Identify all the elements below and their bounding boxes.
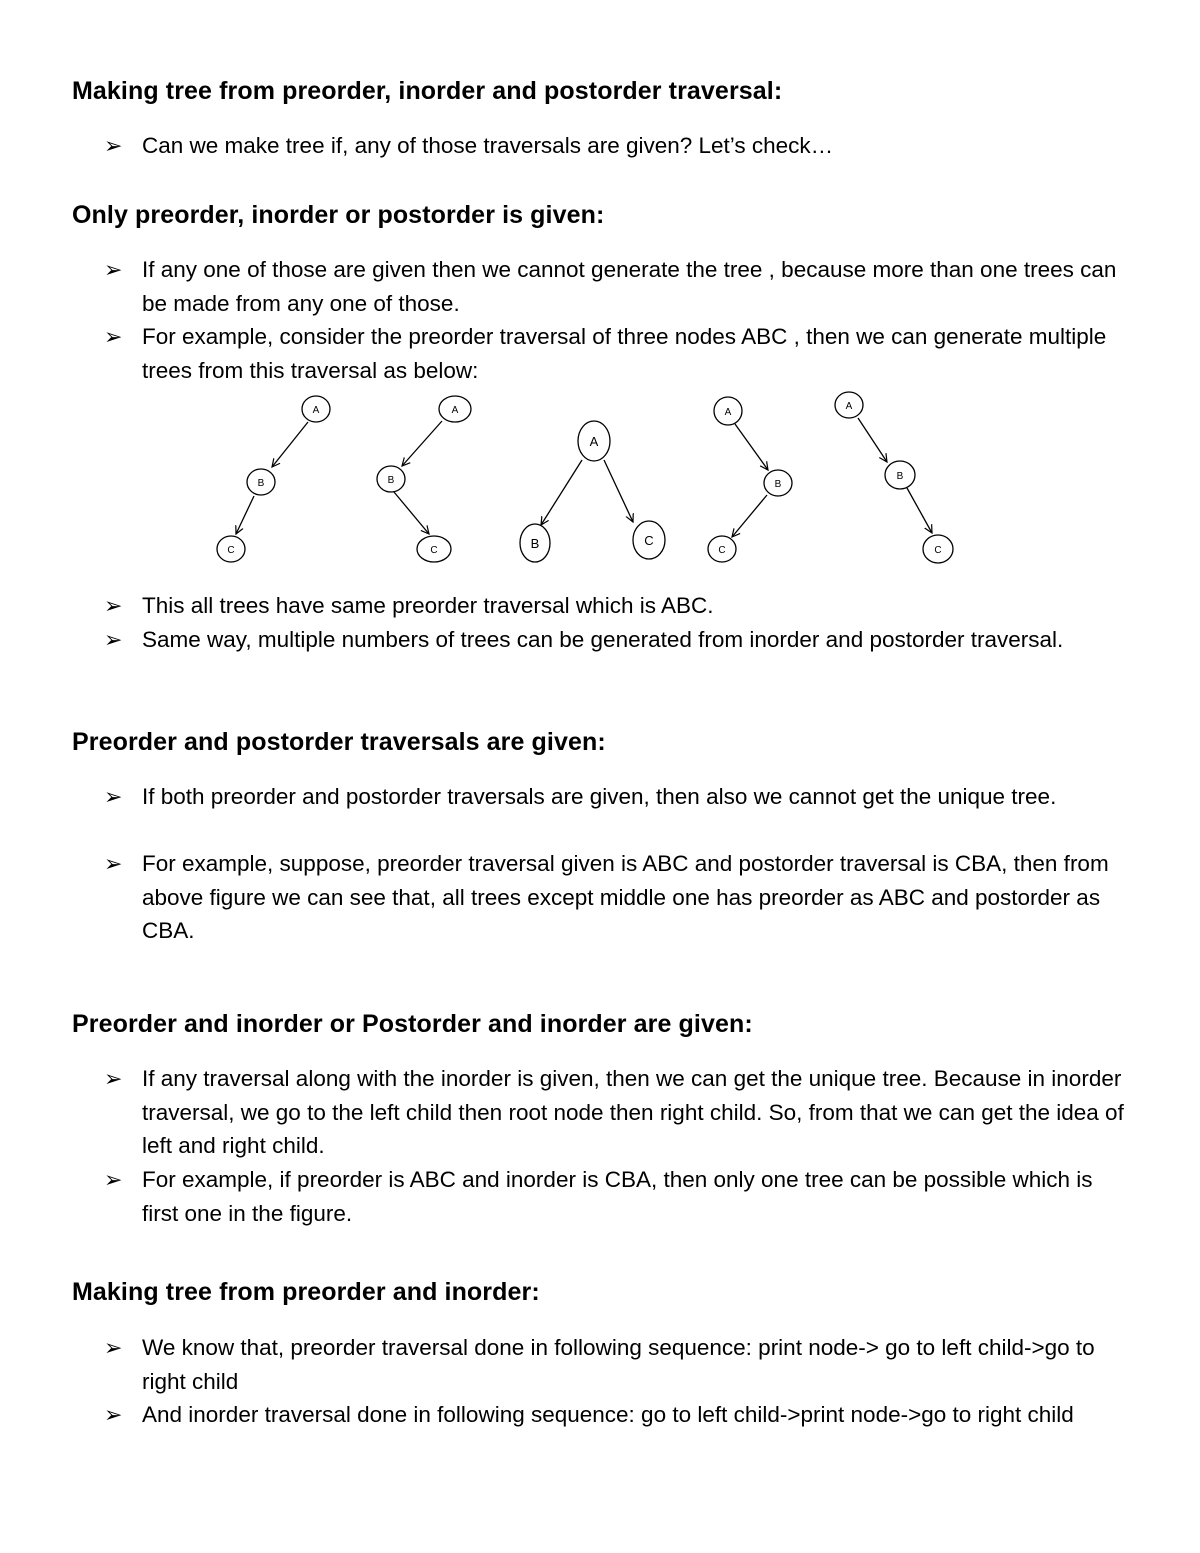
bullet-text: Same way, multiple numbers of trees can be generated from inorder and postorder traversal.	[142, 627, 1064, 652]
section-heading: Making tree from preorder, inorder and postorder traversal:	[72, 77, 783, 105]
tree-nodes	[217, 392, 953, 563]
arrow-bullet-icon: ➢	[104, 593, 123, 618]
bullet-text: For example, if preorder is ABC and inorder is CBA, then only one tree can be possible which is first one in the figure.	[142, 1167, 1093, 1226]
bullet-item	[104, 253, 1134, 320]
bullet-item	[104, 1062, 1134, 1163]
bullet-item	[104, 847, 1134, 948]
bullet-item	[104, 1331, 1134, 1398]
tree-node	[439, 396, 471, 422]
arrow-bullet-icon: ➢	[104, 1402, 123, 1427]
svg-text:C: C	[934, 545, 942, 556]
bullet-item	[104, 320, 1134, 387]
svg-text:C: C	[227, 545, 235, 556]
arrow-bullet-icon: ➢	[104, 627, 123, 652]
tree-node	[923, 535, 953, 563]
bullet-item	[104, 1398, 1134, 1432]
tree-node	[520, 524, 550, 562]
bullet-text: If both preorder and postorder traversals are given, then also we cannot get the unique tree.	[142, 784, 1057, 809]
bullet-item	[104, 589, 1134, 623]
svg-text:B: B	[774, 479, 782, 490]
bullet-text: And inorder traversal done in following sequence: go to left child->print node->go to right child	[142, 1402, 1074, 1427]
section-heading: Preorder and postorder traversals are given:	[72, 728, 606, 756]
trees-figure	[205, 388, 975, 573]
svg-text:B: B	[257, 478, 265, 489]
bullet-item	[104, 1163, 1134, 1230]
section-heading: Only preorder, inorder or postorder is given:	[72, 201, 605, 229]
svg-text:A: A	[845, 401, 853, 412]
svg-text:B: B	[387, 475, 395, 486]
svg-text:A: A	[451, 405, 459, 416]
svg-text:C: C	[644, 533, 654, 548]
arrow-bullet-icon: ➢	[104, 1335, 123, 1360]
bullet-text: We know that, preorder traversal done in following sequence: print node-> go to left child->go to right child	[142, 1335, 1095, 1394]
bullet-text: If any traversal along with the inorder is given, then we can get the unique tree. Because in inorder traversal, we go to the left child then root node then right child. So, from that we can get the idea of left and right child.	[142, 1066, 1124, 1158]
arrow-bullet-icon: ➢	[104, 851, 123, 876]
bullet-item	[104, 623, 1134, 657]
bullet-item	[104, 129, 1134, 163]
tree-node	[578, 421, 610, 461]
tree-node	[708, 536, 736, 562]
bullet-text: For example, consider the preorder traversal of three nodes ABC , then we can generate multiple trees from this traversal as below:	[142, 324, 1107, 383]
svg-text:C: C	[430, 545, 438, 556]
tree-node	[302, 396, 330, 422]
bullet-item	[104, 780, 1134, 814]
svg-text:B: B	[530, 536, 540, 551]
tree-node	[417, 536, 451, 562]
bullet-text: This all trees have same preorder traversal which is ABC.	[142, 593, 714, 618]
section-heading: Preorder and inorder or Postorder and inorder are given:	[72, 1010, 753, 1038]
bullet-text: For example, suppose, preorder traversal given is ABC and postorder traversal is CBA, then from above figure we can see that, all trees except middle one has preorder as ABC and postorder as CBA.	[142, 851, 1109, 943]
bullet-text: Can we make tree if, any of those traversals are given? Let’s check…	[142, 133, 834, 158]
svg-text:A: A	[312, 405, 320, 416]
arrow-bullet-icon: ➢	[104, 257, 123, 282]
tree-node	[247, 469, 275, 495]
arrow-bullet-icon: ➢	[104, 1066, 123, 1091]
section-heading: Making tree from preorder and inorder:	[72, 1278, 540, 1306]
tree-node	[714, 397, 742, 425]
tree-node	[377, 466, 405, 492]
tree-node	[885, 461, 915, 489]
tree-node	[633, 521, 665, 559]
arrow-bullet-icon: ➢	[104, 324, 123, 349]
arrow-bullet-icon: ➢	[104, 133, 123, 158]
svg-text:A: A	[724, 407, 732, 418]
arrow-bullet-icon: ➢	[104, 1167, 123, 1192]
tree-node	[764, 470, 792, 496]
svg-text:A: A	[589, 434, 599, 449]
svg-text:B: B	[896, 471, 904, 482]
bullet-text: If any one of those are given then we cannot generate the tree , because more than one trees can be made from any one of those.	[142, 257, 1117, 316]
svg-text:C: C	[718, 545, 726, 556]
arrow-bullet-icon: ➢	[104, 784, 123, 809]
tree-node	[217, 536, 245, 562]
tree-node	[835, 392, 863, 418]
